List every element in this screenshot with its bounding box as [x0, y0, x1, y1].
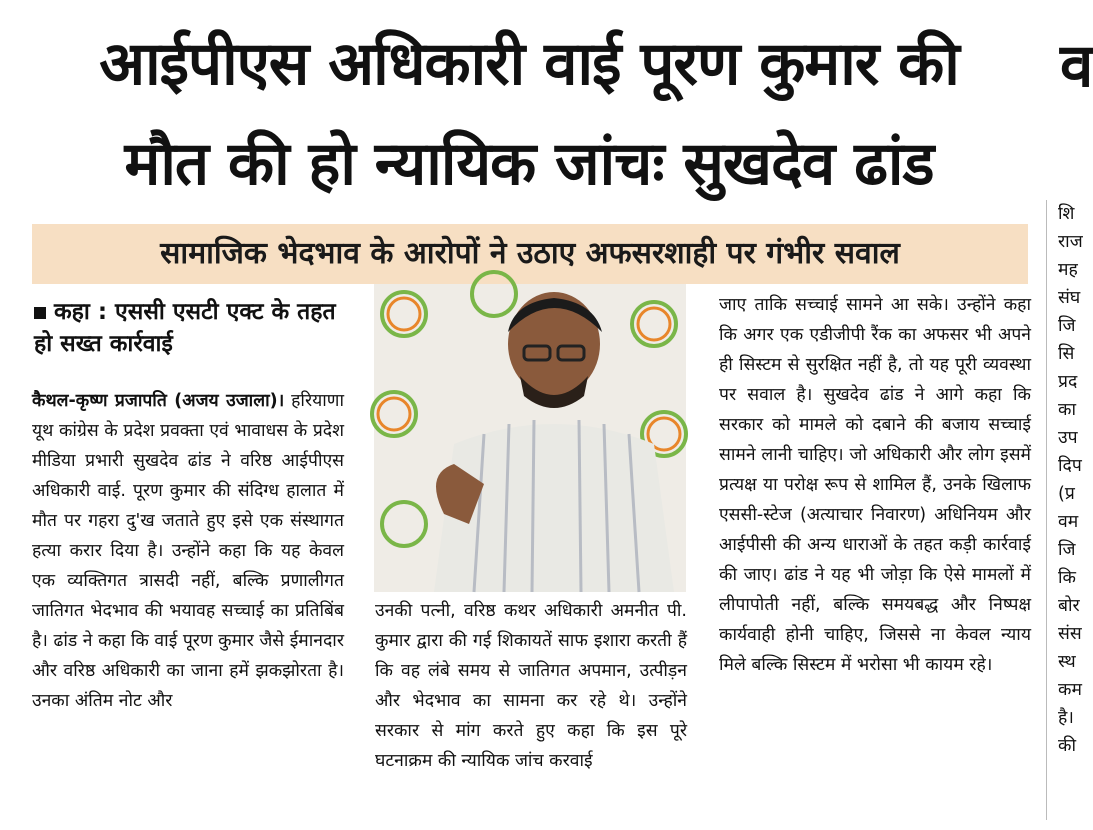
adjacent-column-fragment: संघ [1058, 288, 1081, 308]
adjacent-column-fragment: शि [1058, 204, 1075, 224]
adjacent-column-fragment: (प्र [1058, 484, 1075, 504]
article-column-1 [32, 386, 344, 716]
column-divider [1046, 200, 1047, 820]
adjacent-column-fragment: मह [1058, 260, 1078, 280]
dateline: कैथल-कृष्ण प्रजापति (अजय उजाला)। [32, 391, 285, 411]
adjacent-column-fragment: वम [1058, 512, 1079, 532]
adjacent-column-fragment: उप [1058, 428, 1078, 448]
adjacent-column-fragment: जि [1058, 316, 1076, 336]
column-1-text: हरियाणा यूथ कांग्रेस के प्रदेश प्रवक्ता एवं भावाधस के प्रदेश मीडिया प्रभारी सुखदेव ढांड ने वरिष्ठ आईपीएस अधिकारी वाई. पूरण कुमार की संदिग्ध हालात में मौत पर गहरा दु'ख जताते हुए इसे एक संस्थागत हत्या करार दिया है। उन्होंने कहा कि यह केवल एक व्यक्तिगत त्रासदी नहीं, बल्कि प्रणालीगत जातिगत भेदभाव की भयावह सच्चाई का प्रतिबिंब है। ढांड ने कहा कि वाई पूरण कुमार जैसे ईमानदार और वरिष्ठ अधिकारी का जाना हमें झकझोरता है। उनका अंतिम नोट और [32, 391, 344, 711]
side-heading-text: कहा : एससी एसटी एक्ट के तहत हो सख्त कार्रवाई [34, 299, 336, 357]
adjacent-column-fragment: राज [1058, 232, 1083, 252]
adjacent-column-fragment: का [1058, 400, 1076, 420]
adjacent-article-column [1058, 200, 1083, 760]
adjacent-column-fragment: सि [1058, 344, 1075, 364]
photo-speaker [374, 284, 686, 592]
article-column-2: उनकी पत्नी, वरिष्ठ कथर अधिकारी अमनीत पी. कुमार द्वारा की गई शिकायतें साफ इशारा करती हैं कि वह लंबे समय से जातिगत अपमान, उत्पीड़न और भेदभाव का सामना कर रहे थे। उन्होंने सरकार से मांग करते हुए कहा कि इस पूरे घटनाक्रम की न्यायिक जांच करवाई [375, 601, 687, 771]
article-column-3: जाए ताकि सच्चाई सामने आ सके। उन्होंने कहा कि अगर एक एडीजीपी रैंक का अफसर भी अपने ही सिस्टम से सुरक्षित नहीं है, तो यह पूरी व्यवस्था पर सवाल है। सुखदेव ढांड ने आगे कहा कि सरकार को मामले को दबाने की बजाय सच्चाई सामने लानी चाहिए। जो अधिकारी और लोग इसमें प्रत्यक्ष या परोक्ष रूप से शामिल हैं, उनके खिलाफ एससी-स्टेज (अत्याचार निवारण) अधिनियम और आईपीसी की अन्य धाराओं के तहत कड़ी कार्रवाई की जाए। ढांड ने यह भी जोड़ा कि ऐसे मामलों में लीपापोती नहीं, बल्कि समयबद्ध और निष्पक्ष कार्यवाही होनी चाहिए, जिससे ना केवल न्याय मिले बल्कि सिस्टम में भरोसा भी कायम रहे। [719, 295, 1031, 675]
adjacent-column-fragment: संस [1058, 624, 1082, 644]
adjacent-column-fragment: बोर [1058, 596, 1080, 616]
headline-line-2: मौत की हो न्यायिक जांचः सुखदेव ढांड [124, 129, 934, 199]
adjacent-column-fragment: कि [1058, 568, 1076, 588]
speaker-photo-illustration [374, 284, 686, 592]
side-heading [34, 296, 354, 360]
adjacent-column-fragment: जि [1058, 540, 1076, 560]
adjacent-column-fragment: की [1058, 736, 1076, 756]
subheadline: सामाजिक भेदभाव के आरोपों ने उठाए अफसरशाही पर गंभीर सवाल [32, 224, 1028, 284]
headline-line-1: आईपीएस अधिकारी वाई पूरण कुमार की [99, 29, 959, 99]
adjacent-column-fragment: दिप [1058, 456, 1082, 476]
adjacent-column-fragment: प्रद [1058, 372, 1078, 392]
adjacent-headline-fragment: व [1060, 31, 1093, 101]
bullet-square-icon [34, 307, 46, 319]
adjacent-column-fragment: है। [1058, 708, 1074, 728]
adjacent-column-fragment: स्थ [1058, 652, 1076, 672]
adjacent-column-fragment: कम [1058, 680, 1082, 700]
